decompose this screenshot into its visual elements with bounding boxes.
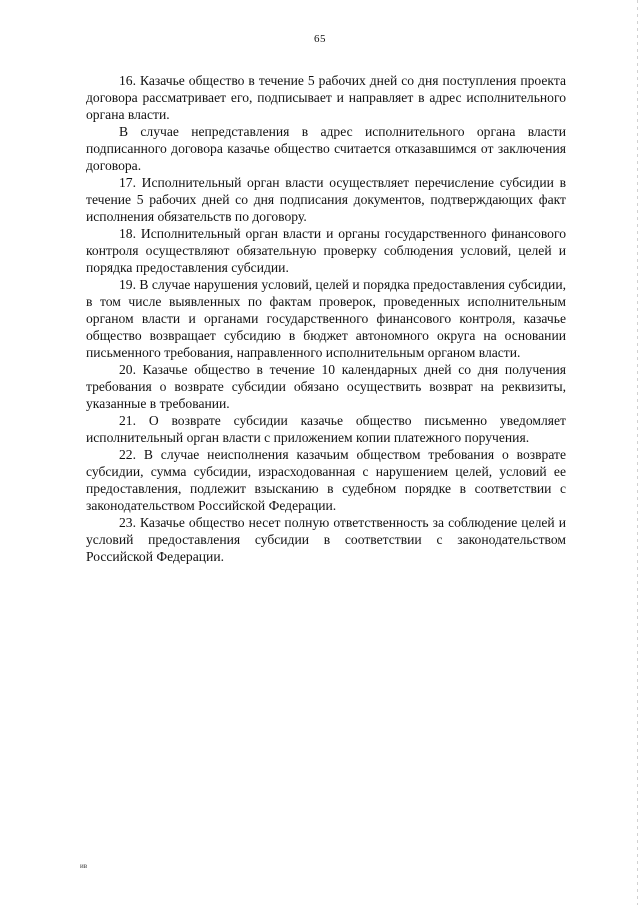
paragraph-23: 23. Казачье общество несет полную ответственность за соблюдение целей и условий предоставления субсидии в соответствии с законодательством Российской Федерации. — [86, 515, 566, 564]
paragraph-17: 17. Исполнительный орган власти осуществляет перечисление субсидии в течение 5 рабочих дней со дня подписания документов, подтверждающих факт исполнения обязательств по договору. — [86, 175, 566, 224]
footer-mark: ив — [80, 862, 88, 870]
paragraph-16-continuation: В случае непредставления в адрес исполнительного органа власти подписанного договора казачье общество считается отказавшимся от заключения договора. — [86, 124, 566, 173]
paragraph-19: 19. В случае нарушения условий, целей и порядка предоставления субсидии, в том числе выявленных по фактам проверок, проведенных исполнительным органом власти и органами государственного финансового контроля, казачье общество возвращает субсидию в бюджет автономного округа на основании письменного требования, направленного исполнительным органом власти. — [86, 277, 566, 360]
paragraph-18: 18. Исполнительный орган власти и органы государственного финансового контроля осуществляют обязательную проверку соблюдения условий, целей и порядка предоставления субсидии. — [86, 226, 566, 275]
scan-edge-border — [637, 0, 638, 905]
paragraph-21: 21. О возврате субсидии казачье общество письменно уведомляет исполнительный орган власти с приложением копии платежного поручения. — [86, 413, 566, 445]
paragraph-16: 16. Казачье общество в течение 5 рабочих дней со дня поступления проекта договора рассматривает его, подписывает и направляет в адрес исполнительного органа власти. — [86, 73, 566, 122]
page-number: 65 — [314, 33, 326, 45]
paragraph-20: 20. Казачье общество в течение 10 календарных дней со дня получения требования о возврате субсидии обязано осуществить возврат на реквизиты, указанные в требовании. — [86, 362, 566, 411]
paragraph-22: 22. В случае неисполнения казачьим обществом требования о возврате субсидии, сумма субсидии, израсходованная с нарушением целей, условий ее предоставления, подлежит взысканию в судебном порядке в соответствии с законодательством Российской Федерации. — [86, 447, 566, 513]
document-body — [86, 72, 566, 565]
